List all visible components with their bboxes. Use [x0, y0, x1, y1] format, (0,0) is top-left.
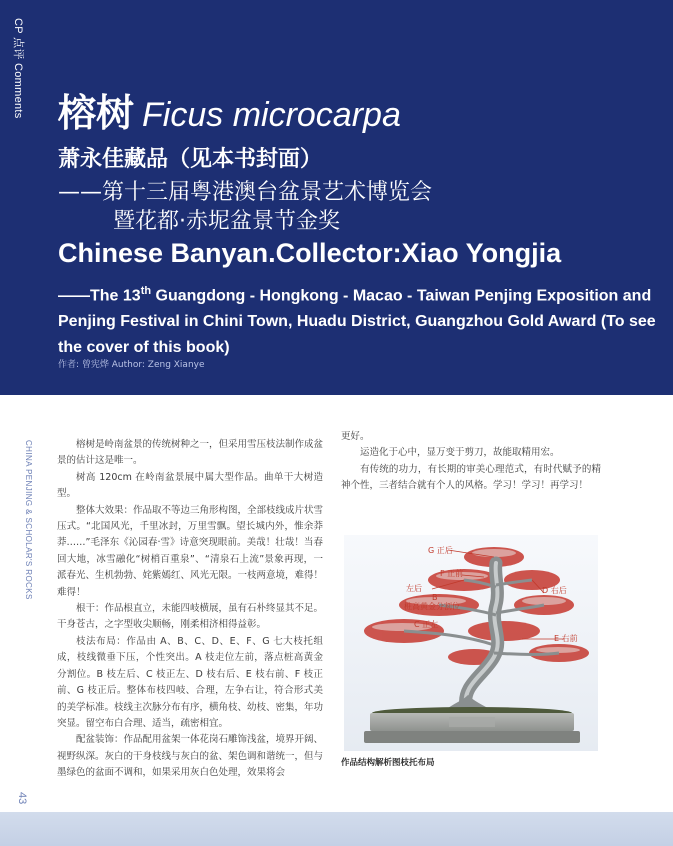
see-cover-note: (To see the cover of this book) [58, 313, 656, 357]
label-left-back: 左后 [406, 584, 422, 593]
title-latin: Ficus microcarpa [142, 96, 401, 134]
subtitle-en-rest: Guangdong - Hongkong - Macao - Taiwan Penjing Exposition and Penjing Festival in Chini Town, Huadu District, Guangzhou Gold Award [58, 287, 652, 331]
page-title [58, 82, 401, 137]
paragraph: 根干：作品根直立，未能四岐横展，虽有石朴终显其不足。干身苍古，之字型收尖顺畅，刚柔相济相得益彰。 [57, 603, 324, 631]
pot-stand [364, 731, 580, 743]
paragraph: 枝法布局：作品由 A、B、C、D、E、F、G 七大枝托组成，枝线微垂下压，个性突出。A 枝走位左前，落点桩高黄金分割位。B 枝左后、C 枝正左、D 枝右后、E 枝右前、F 枝正前、G 枝正后。整体布枝四岐、合理，左争右让，符合形式美的美学标准。枝线主次脉分布有序，横角枝、幼枝、密集，年功突显。留空布白合理、适当，疏密相宜。 [57, 635, 324, 729]
paragraph: 树高 120cm 在岭南盆景展中属大型作品。曲单干大树造型。 [57, 471, 323, 500]
article-column-left [57, 437, 323, 782]
label-branch-g: G 正后 [428, 546, 453, 555]
section-label: CP 点评 Comments [12, 18, 24, 119]
paragraph: 整体大效果：作品取不等边三角形构图，全部枝线成片状雪压式。“北国风光，千里冰封，万里雪飘。望长城内外，惟余莽莽……”毛泽东《沁园春·雪》诗意突现眼前。美哉！壮哉！当春回大地，冰雪融化“树梢百重泉”、“清泉石上流”景象再现，一派春光、生机勃勃、姹紫嫣红、风光无限。一枝两意境，难得！难得！ [57, 504, 324, 598]
article-column-right [341, 429, 601, 495]
ordinal-suffix: th [140, 285, 152, 297]
page-footer-band [0, 812, 673, 846]
author-credit: 作者: 曾宪烨 Author: Zeng Xianye [58, 360, 205, 370]
label-branch-b: B [432, 593, 438, 602]
paragraph: 配盆装饰：作品配用盆架一体花岗石雕饰浅盆，境界开阔、视野纵深。灰白的干身枝线与灰白的盆、架色调和谐统一，但与墨绿色的盆面不调和，如果采用灰白色处理，效果将会 [57, 734, 324, 779]
title-english: Chinese Banyan.Collector:Xiao Yongjia [58, 238, 562, 268]
label-golden-ratio: 桩高黄金分割位 [404, 602, 460, 611]
article-header [0, 0, 673, 395]
label-branch-c: C 正左 [414, 620, 439, 629]
subtitle-exhibition-cn: ——第十三届粤港澳台盆景艺术博览会 [58, 180, 433, 205]
subtitle-award-cn: 暨花都·赤坭盆景节金奖 [113, 209, 340, 234]
subtitle-collector-cn: 萧永佳藏品（见本书封面） [58, 147, 323, 172]
paragraph: 运造化于心中，显万变于剪刀，故能取精用宏。 [360, 447, 560, 459]
paragraph: 更好。 [341, 431, 370, 442]
label-branch-f: F 正前 [440, 569, 464, 578]
subtitle-en-prefix: ——The 13 [58, 287, 141, 305]
bonsai-figure [344, 535, 598, 751]
left-margin [0, 395, 40, 846]
page-number: 43 [16, 792, 28, 805]
subtitle-english [58, 278, 658, 361]
label-branch-e: E 右前 [554, 634, 578, 643]
paragraph: 榕树是岭南盆景的传统树种之一，但采用雪压枝法制作成盆景的估计这是唯一。 [57, 439, 324, 467]
title-chinese: 榕树 [58, 91, 135, 135]
label-branch-d: D 右后 [542, 586, 567, 595]
magazine-name: CHINA PENJING & SCHOLAR'S ROCKS [24, 440, 33, 600]
paragraph: 有传统的功力，有长期的审美心理范式，有时代赋予的精神个性，三者结合就有个人的风格。学习！学习！再学习！ [341, 463, 601, 492]
figure-caption: 作品结构解析图枝托布局 [341, 758, 435, 768]
